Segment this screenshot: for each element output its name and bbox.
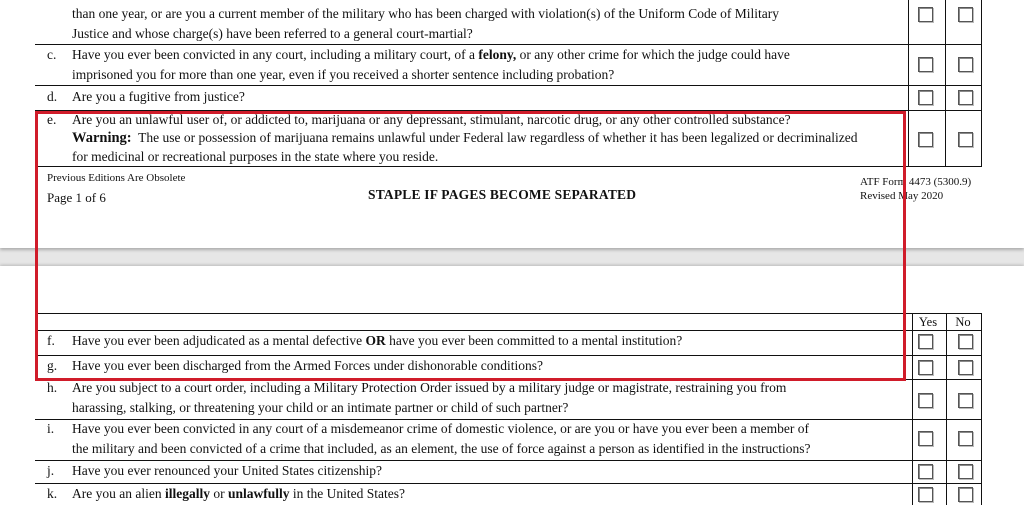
question-j-text: Have you ever renounced your United States citizenship?	[72, 463, 383, 478]
question-g-text: Have you ever been discharged from the Armed Forces under dishonorable conditions?	[72, 358, 543, 373]
no-checkbox-d[interactable]	[958, 90, 973, 105]
question-k-text: Are you an alien illegally or unlawfully in the United States?	[72, 486, 405, 501]
column-divider	[981, 313, 982, 505]
no-checkbox-g[interactable]	[958, 360, 973, 375]
page-number: Page 1 of 6	[47, 190, 106, 205]
yes-checkbox-e[interactable]	[918, 132, 933, 147]
form-identifier: ATF Form 4473 (5300.9)	[860, 176, 972, 188]
question-h-letter: h.	[47, 380, 58, 395]
row-divider	[35, 166, 982, 167]
yes-checkbox-b[interactable]	[918, 7, 933, 22]
question-i-text: Have you ever been convicted in any court of a misdemeanor crime of domestic violence, or are you or have you ever been a member of the military and been convicted of a crime that included, as an element, the use of force against a person as identified in the instructions?	[72, 421, 811, 456]
yes-checkbox-c[interactable]	[918, 57, 933, 72]
yes-checkbox-d[interactable]	[918, 90, 933, 105]
row-divider	[35, 85, 982, 86]
yes-checkbox-k[interactable]	[918, 487, 933, 502]
yes-checkbox-h[interactable]	[918, 393, 933, 408]
table-top-border	[35, 313, 982, 314]
no-checkbox-c[interactable]	[958, 57, 973, 72]
question-e-text: Are you an unlawful user of, or addicted to, marijuana or any depressant, stimulant, narcotic drug, or any other controlled substance? Warning: The use or possession of marijuana remains unlawful under Federal law regardless of whether it has been legalized or decriminalized for medicinal or recreational purposes in the state where you reside.	[72, 112, 858, 164]
revision-date: Revised May 2020	[860, 190, 944, 202]
no-checkbox-i[interactable]	[958, 431, 973, 446]
question-b-text: than one year, or are you a current member of the military who has been charged with violation(s) of the Uniform Code of Military Justice and whose charge(s) have been referred to a general court-martial?	[72, 6, 779, 41]
question-k-letter: k.	[47, 486, 58, 501]
no-checkbox-b[interactable]	[958, 7, 973, 22]
column-divider	[981, 0, 982, 167]
no-checkbox-k[interactable]	[958, 487, 973, 502]
question-d-letter: d.	[47, 89, 58, 104]
question-f-letter: f.	[47, 333, 55, 348]
no-column-header: No	[955, 315, 971, 329]
yes-checkbox-j[interactable]	[918, 464, 933, 479]
question-d-text: Are you a fugitive from justice?	[72, 89, 245, 104]
yes-column-header: Yes	[918, 315, 938, 329]
staple-notice: STAPLE IF PAGES BECOME SEPARATED	[368, 187, 637, 202]
no-checkbox-h[interactable]	[958, 393, 973, 408]
no-checkbox-f[interactable]	[958, 334, 973, 349]
column-divider	[908, 0, 909, 167]
question-i-letter: i.	[47, 421, 55, 436]
no-checkbox-e[interactable]	[958, 132, 973, 147]
question-j-letter: j.	[47, 463, 55, 478]
yes-checkbox-g[interactable]	[918, 360, 933, 375]
yes-checkbox-i[interactable]	[918, 431, 933, 446]
yes-checkbox-f[interactable]	[918, 334, 933, 349]
question-f-text: Have you ever been adjudicated as a mental defective OR have you ever been committed to a mental institution?	[72, 333, 683, 348]
column-divider	[912, 313, 913, 505]
form-page-1	[0, 0, 1024, 248]
column-divider	[946, 313, 947, 505]
question-h-text: Are you subject to a court order, including a Military Protection Order issued by a military judge or magistrate, restraining you from harassing, stalking, or threatening your child or an intimate partner or child of such partner?	[72, 380, 787, 415]
no-checkbox-j[interactable]	[958, 464, 973, 479]
question-e-letter: e.	[47, 112, 57, 127]
form-page-2	[0, 266, 1024, 505]
question-c-text: Have you ever been convicted in any court, including a military court, of a felony, or any other crime for which the judge could have imprisoned you for more than one year, even if you received a shorter sentence including probation?	[72, 47, 790, 82]
column-divider	[945, 0, 946, 167]
question-g-letter: g.	[47, 358, 58, 373]
previous-editions-note: Previous Editions Are Obsolete	[47, 172, 186, 184]
question-c-letter: c.	[47, 47, 57, 62]
